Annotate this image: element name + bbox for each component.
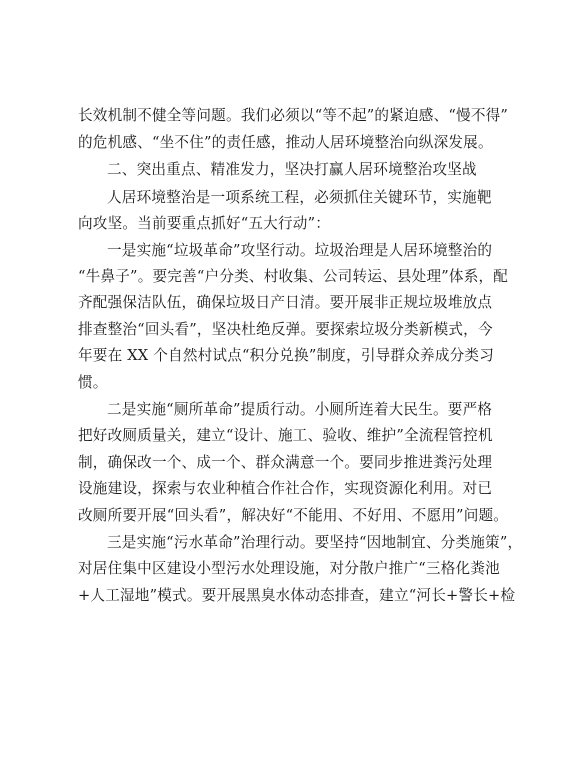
body-text-line: 设施建设，探索与农业种植合作社合作，实现资源化利用。对已 [78,480,493,497]
body-text-line: 把好改厕质量关，建立“设计、施工、验收、维护”全流程管控机 [78,427,493,444]
body-text-line: 人居环境整治是一项系统工程，必须抓住关键环节，实施靶 [107,189,492,206]
body-text-line: “牛鼻子”。要完善“户分类、村收集、公司转运、县处理”体系，配 [78,268,509,285]
body-text-line: 改厕所要开展“回头看”，解决好“不能用、不好用、不愿用”问题。 [78,507,509,524]
body-text-line: 向攻坚。当前要重点抓好“五大行动”： [78,215,331,232]
body-text-line: 制，确保改一个、成一个、群众满意一个。要同步推进粪污处理 [78,454,493,471]
body-text-line: 一是实施“垃圾革命”攻坚行动。垃圾治理是人居环境整治的 [107,242,493,259]
body-text-line: 年要在 XX 个自然村试点“积分兑换”制度，引导群众养成分类习 [78,347,495,364]
body-text-line: 三是实施“污水革命”治理行动。要坚持“因地制宜、分类施策”， [107,534,523,551]
body-text-line: 惯。 [78,374,108,391]
body-text-line: 齐配强保洁队伍，确保垃圾日产日清。要开展非正规垃圾堆放点 [78,294,493,311]
body-text-line: 长效机制不健全等问题。我们必须以“等不起”的紧迫感、“慢不得” [78,107,509,124]
body-text-line: 对居住集中区建设小型污水处理设施，对分散户推广“三格化粪池 [78,560,500,577]
body-text-line: 排查整治“回头看”，坚决杜绝反弹。要探索垃圾分类新模式，今 [78,321,493,338]
section-heading: 二、突出重点、精准发力，坚决打赢人居环境整治攻坚战 [107,161,477,178]
body-text-line: 二是实施“厕所革命”提质行动。小厕所连着大民生。要严格 [107,401,493,418]
body-text-line: +人工湿地”模式。要开展黑臭水体动态排查，建立“河长+警长+检 [78,587,516,604]
body-text-line: 的危机感、“坐不住”的责任感，推动人居环境整治向纵深发展。 [78,134,493,151]
